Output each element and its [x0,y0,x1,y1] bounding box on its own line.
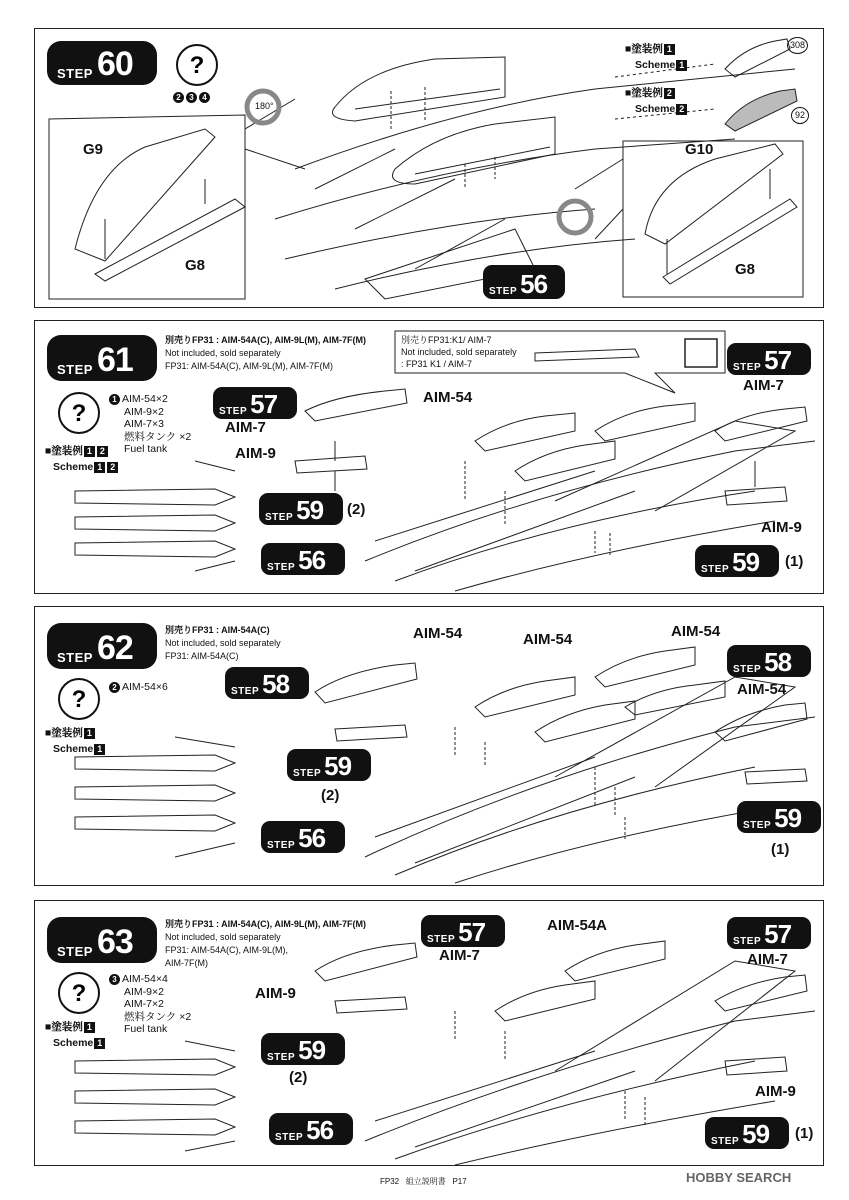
part-g10-label: G10 [685,141,714,158]
ref-step-56: STEP 56 [261,543,345,575]
aim9-label-right: AIM-9 [755,1083,796,1100]
aim54-label-3: AIM-54 [671,623,721,640]
step-word: STEP [57,66,93,81]
watermark: HOBBY SEARCH [686,1170,792,1185]
ref-step-56: STEP 56 [269,1113,353,1145]
question-icon [57,971,101,1015]
ref-step-57-left: STEP 57 [421,915,505,947]
callout-en-2: : FP31 K1 / AIM-7 [401,359,473,369]
scheme-en: Scheme 1 [53,1037,106,1050]
scheme-jp: ■塗装例 1 [45,1021,96,1034]
aim54-label: AIM-54 [423,389,473,406]
part-g9-label: G9 [83,141,104,158]
color-308: 308 [787,37,808,54]
quantity-list: 3 AIM-54×4 AIM-9×2 AIM-7×2 燃料タンク ×2 Fuel tank [109,973,191,1036]
step-61-badge: STEP 61 [47,335,157,381]
note-en: Not included, sold separately [165,638,281,648]
svg-text:?: ? [71,400,87,427]
aim54-label-2: AIM-54 [523,631,573,648]
scheme-1-jp: ■塗装例 1 [625,43,676,56]
ref-step-59-left: STEP 59 [261,1033,345,1065]
svg-text:?: ? [189,52,205,79]
ref-step-57-left: STEP 57 [213,387,297,419]
ref-step-57-right: STEP 57 [727,343,811,375]
ref-step-56: STEP 56 [261,821,345,853]
step-60-panel [34,28,824,308]
ref-step-59-right: STEP 59 [695,545,779,577]
callout-jp: 別売りFP31:K1/ AIM-7 [401,335,492,345]
aim7-label-right: AIM-7 [743,377,784,394]
paren-1: (1) [795,1125,814,1142]
step-61-panel [34,320,824,594]
step-60-badge [47,41,157,85]
svg-text:?: ? [71,686,87,713]
note-jp: 別売りFP31 : AIM-54A(C), AIM-9L(M), AIM-7F(M) [165,919,366,929]
note-en-2: FP31: AIM-54A(C), AIM-9L(M), [165,945,289,955]
aim54-label-4: AIM-54 [737,681,787,698]
quantity-list: 2 AIM-54×6 [109,681,168,694]
aim9-label-right: AIM-9 [761,519,802,536]
note-en: Not included, sold separately [165,932,281,942]
note-en-2: FP31: AIM-54A(C), AIM-9L(M), AIM-7F(M) [165,361,334,371]
step-63-panel [34,900,824,1166]
svg-text:?: ? [71,980,87,1007]
option-circles: 2 3 4 [173,91,212,104]
ref-step-59-right: STEP 59 [705,1117,789,1149]
question-icon [175,43,219,87]
ref-step-58-left: STEP 58 [225,667,309,699]
paren-2: (2) [347,501,366,518]
footer-title: 組立説明書 [405,1177,446,1186]
scheme-jp: ■塗装例 1 [45,727,96,740]
ref-step-59-left: STEP 59 [287,749,371,781]
footer-page: P17 [452,1177,467,1186]
part-g8-label-left: G8 [185,257,206,274]
paren-2: (2) [321,787,340,804]
step-number: 60 [96,45,133,83]
scheme-en: Scheme 1 [53,743,106,756]
aim9-label-left: AIM-9 [235,445,276,462]
note-en-2: FP31: AIM-54A(C) [165,651,239,661]
aim7-label-right: AIM-7 [747,951,788,968]
question-icon [57,677,101,721]
color-92: 92 [791,107,809,124]
ref-step-57-right: STEP 57 [727,917,811,949]
step-63-badge: STEP 63 [47,917,157,963]
scheme-jp: ■塗装例 1 2 [45,445,109,458]
aim7-label-left: AIM-7 [225,419,266,436]
scheme-en: Scheme 1 2 [53,461,119,474]
step-62-panel [34,606,824,886]
note-jp: 別売りFP31 : AIM-54A(C) [165,625,270,635]
step-62-badge: STEP 62 [47,623,157,669]
ref-step-56: STEP 56 [483,265,565,299]
page-footer [380,1176,467,1187]
scheme-2-jp: ■塗装例 2 [625,87,676,100]
aim7-label-left: AIM-7 [439,947,480,964]
callout-en: Not included, sold separately [401,347,517,357]
paren-2: (2) [289,1069,308,1086]
paren-1: (1) [785,553,804,570]
question-icon [57,391,101,435]
note-en-3: AIM-7F(M) [165,958,208,968]
quantity-list: 1 AIM-54×2 AIM-9×2 AIM-7×3 燃料タンク ×2 Fuel tank [109,393,191,456]
aim54-label-1: AIM-54 [413,625,463,642]
ref-step-59-right: STEP 59 [737,801,821,833]
part-g8-label-right: G8 [735,261,756,278]
footer-code: FP32 [380,1177,400,1186]
paren-1: (1) [771,841,790,858]
note-en: Not included, sold separately [165,348,281,358]
note-jp: 別売りFP31 : AIM-54A(C), AIM-9L(M), AIM-7F(M) [165,335,366,345]
aim54a-label: AIM-54A [547,917,608,934]
ref-step-58-right: STEP 58 [727,645,811,677]
ref-step-59-left: STEP 59 [259,493,343,525]
scheme-1-en: Scheme 1 [635,59,688,72]
scheme-2-en: Scheme 2 [635,103,688,116]
rotate-label: 180° [255,101,274,111]
aim9-label-left: AIM-9 [255,985,296,1002]
